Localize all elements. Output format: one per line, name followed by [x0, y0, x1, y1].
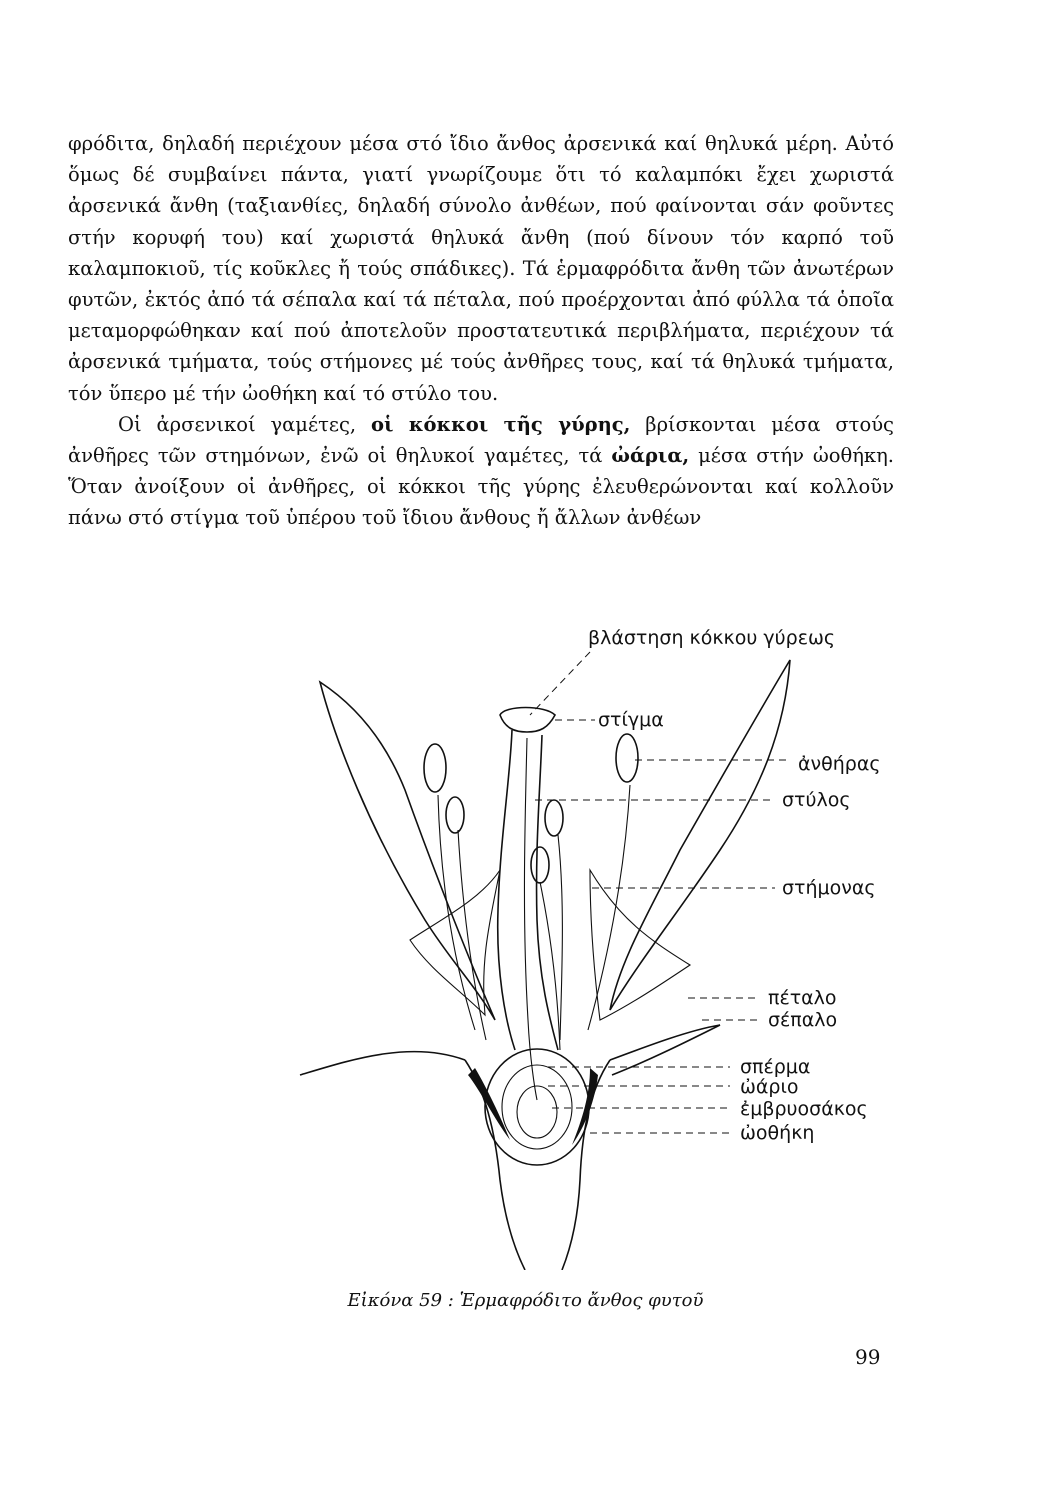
anther-left-1 [424, 744, 446, 792]
anther-right-2 [545, 800, 563, 836]
paragraph-2 [68, 409, 894, 534]
leader-pollen-germination [530, 652, 590, 715]
stamen-filament-left-2 [458, 830, 486, 1040]
label-style: στύλος [782, 789, 851, 811]
anther-right-1 [616, 734, 638, 782]
petal-right-inner [590, 870, 690, 1020]
stamen-filament-right-2 [558, 835, 562, 1040]
label-seed: σπέρμα [740, 1056, 811, 1078]
label-stamen: στήμονας [782, 877, 876, 899]
ovule-outer [502, 1065, 572, 1149]
label-pollen-germination: βλάστηση κόκκου γύρεως [588, 627, 836, 649]
style-right [537, 735, 558, 1050]
embryo-sac [517, 1086, 557, 1138]
stamen-filament-right-3 [540, 882, 560, 1050]
paragraph-1: φρόδιτα, δηλαδή περιέχουν μέσα στό ἴδιο ἄνθος ἀρσενικά καί θηλυκά μέρη. Αὐτό ὅμως δέ συμβαίνει πάντα, γιατί γνωρίζουμε ὅτι τό καλαμπόκι ἔχει χωριστά ἀρσενικά ἄνθη (ταξιανθίες, δηλαδή σύνολο ἀνθέων, πού φαίνονται σάν φοῦντες στήν κορυφή του) καί χωριστά θηλυκά ἄνθη (πού δίνουν τόν καρπό τοῦ καλαμποκιοῦ, τίς κοῦκλες ἤ τούς σπάδικες). Τά ἑρμαφρόδιτα ἄνθη τῶν ἀνωτέρων φυτῶν, ἐκτός ἀπό τά σέπαλα καί τά πέταλα, πού προέρχονται ἀπό φύλλα τά ὁποῖα μεταμορφώθηκαν καί πού ἀποτελοῦν προστατευτικά περιβλήματα, περιέχουν τά ἀρσενικά τμήματα, τούς στήμονες μέ τούς ἀνθῆρες τους, καί τά θηλυκά τμήματα, τόν ὕπερο μέ τήν ὠοθήκη καί τό στύλο του. [68, 132, 894, 405]
stamen-filament-left-1 [438, 795, 475, 1030]
label-petal: πέταλο [768, 987, 837, 1009]
stigma [500, 708, 555, 733]
label-ovary: ὠοθήκη [740, 1122, 815, 1144]
pollen-tube [524, 738, 537, 1100]
petal-left-lower [300, 1052, 465, 1075]
flower-diagram [290, 620, 910, 1270]
stamen-filament-right-1 [588, 785, 630, 1030]
page-number: 99 [855, 1345, 881, 1369]
term-pollen-grains: οἱ κόκκοι τῆς γύρης, [370, 412, 631, 436]
label-anther: ἀνθήρας [798, 753, 881, 775]
term-ovules: ὠάρια, [611, 444, 690, 468]
anther-right-3 [531, 847, 549, 883]
anther-left-2 [446, 797, 464, 833]
label-embryo-sac: ἐμβρυοσάκος [740, 1098, 868, 1120]
label-stigma: στίγμα [598, 709, 664, 731]
ovary [485, 1049, 589, 1165]
paragraph-2-part-3: μέσα στήν ὠοθήκη. Ὅταν ἀνοίξουν οἱ ἀνθῆρες, οἱ κόκκοι τῆς γύρης ἐλευθερώνονται καί κολλοῦν πάνω στό στίγμα τοῦ ὑπέρου τοῦ ἴδιου ἄνθους ἤ ἄλλων ἀνθέων [68, 444, 894, 530]
figure-caption: Εἰκόνα 59 : Ἑρμαφρόδιτο ἄνθος φυτοῦ [347, 1290, 704, 1311]
body-text [68, 128, 894, 534]
label-ovule: ὠάριο [740, 1076, 799, 1098]
label-sepal: σέπαλο [768, 1009, 838, 1031]
petal-left-outer [320, 682, 495, 1020]
paragraph-2-part-2: βρίσκονται μέσα στούς ἀνθῆρες τῶν στημόνων, ἐνῶ οἱ θηλυκοί γαμέτες, τά [68, 412, 894, 468]
paragraph-2-part-1: Οἱ ἀρσενικοί γαμέτες, [118, 412, 371, 436]
receptacle [465, 1060, 525, 1270]
style-left [498, 730, 515, 1050]
petal-left-inner [410, 870, 500, 1015]
